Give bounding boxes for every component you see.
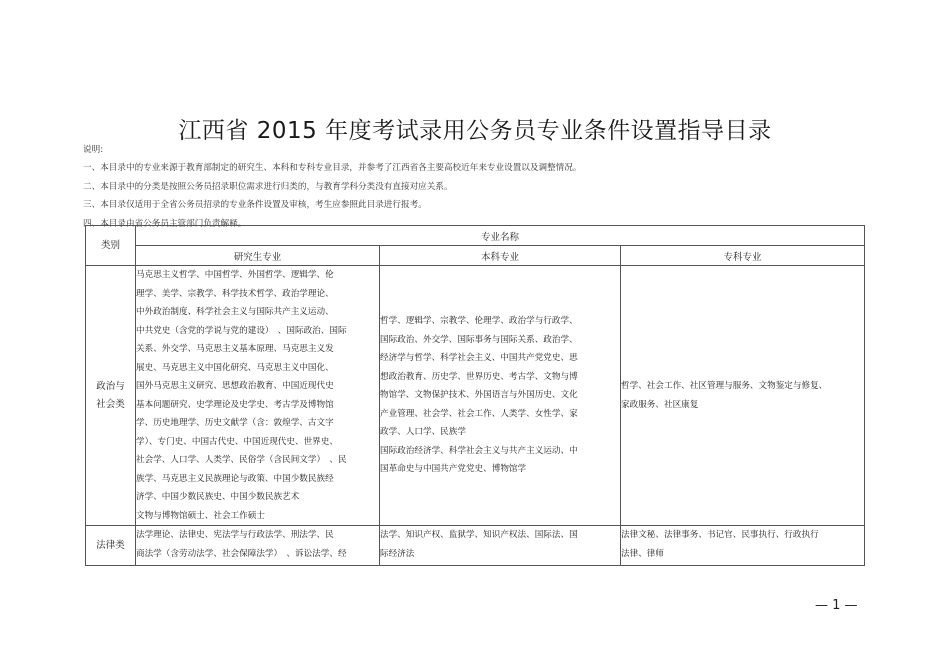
text-line: 国革命史与中国共产党党史、博物馆学 bbox=[380, 464, 527, 475]
text-line: 济学、中国少数民族史、中国少数民族艺术 bbox=[136, 492, 300, 502]
text-line: 国外马克思主义研究、思想政治教育、中国近现代史 bbox=[136, 381, 334, 391]
major-catalog-table bbox=[85, 225, 865, 566]
table-row bbox=[86, 266, 865, 526]
junior-majors-cell bbox=[621, 266, 865, 526]
text-line: 家政服务、社区康复 bbox=[621, 399, 699, 410]
text-line: 基本问题研究、史学理论及史学史、考古学及博物馆 bbox=[136, 399, 334, 410]
note-item: 一、本目录中的专业来源于教育部制定的研究生、本科和专科专业目录，并参考了江西省各主要高校近年来专业设置以及调整情况。 bbox=[83, 163, 582, 174]
text-line: 社会学、人口学、人类学、民俗学（含民间文学） 、民 bbox=[136, 455, 347, 465]
text-line: 哲学、逻辑学、宗教学、伦理学、政治学与行政学、 bbox=[380, 316, 578, 327]
note-item: 二、本目录中的分类是按照公务员招录职位需求进行归类的，与教育学科分类没有直接对应关系。 bbox=[83, 181, 453, 192]
text-line: 马克思主义哲学、中国哲学、外国哲学、逻辑学、伦 bbox=[136, 270, 334, 280]
text-line: 想政治教育、历史学、世界历史、考古学、文物与博 bbox=[380, 371, 578, 382]
category-line: 政治与 bbox=[96, 380, 125, 392]
notes-heading: 说明: bbox=[83, 145, 104, 155]
text-line: 学、历史地理学、历史文献学（含：敦煌学、古文字 bbox=[136, 418, 334, 428]
category-cell bbox=[86, 266, 136, 526]
text-line: 中外政治制度、科学社会主义与国际共产主义运动、 bbox=[136, 307, 334, 317]
text-line: 际经济法 bbox=[380, 548, 415, 559]
graduate-majors-cell bbox=[136, 266, 380, 526]
major-name-header: 专业名称 bbox=[136, 226, 865, 246]
junior-majors-cell bbox=[621, 526, 865, 566]
text-line: 物馆学、文物保护技术、外国语言与外国历史、文化 bbox=[380, 390, 578, 401]
text-line: 经济学与哲学、科学社会主义、中国共产党党史、思 bbox=[380, 353, 578, 364]
category-cell bbox=[86, 526, 136, 566]
category-line: 社会类 bbox=[96, 398, 125, 410]
text-line: 法学理论、法律史、宪法学与行政法学、刑法学、民 bbox=[136, 530, 334, 540]
junior-header: 专科专业 bbox=[621, 246, 865, 266]
graduate-majors-cell bbox=[136, 526, 380, 566]
text-line: 国际政治经济学、科学社会主义与共产主义运动、中 bbox=[380, 445, 578, 456]
notes bbox=[83, 141, 873, 233]
text-line: 中共党史（含党的学说与党的建设） 、国际政治、国际 bbox=[136, 325, 347, 336]
text-line: 产业管理、社会学、社会工作、人类学、女性学、家 bbox=[380, 408, 578, 419]
graduate-header: 研究生专业 bbox=[136, 246, 380, 266]
undergraduate-header: 本科专业 bbox=[380, 246, 621, 266]
page-number: — 1 — bbox=[815, 598, 858, 613]
text-line: 哲学、社会工作、社区管理与服务、文物鉴定与修复、 bbox=[621, 381, 828, 391]
note-item: 四、本目录由省公务员主管部门负责解释。 bbox=[83, 218, 247, 229]
text-line: 商法学（含劳动法学、社会保障法学） 、诉讼法学、经 bbox=[136, 548, 347, 559]
text-line: 文物与博物馆硕士、社会工作硕士 bbox=[136, 510, 265, 521]
document-title: 江西省 2015 年度考试录用公务员专业条件设置指导目录 bbox=[178, 118, 772, 144]
text-line: 政学、人口学、民族学 bbox=[380, 427, 466, 438]
table-header-row bbox=[86, 226, 865, 246]
text-line: 学）、专门史、中国古代史、中国近现代史、世界史、 bbox=[136, 436, 338, 447]
text-line: 族学、马克思主义民族理论与政策、中国少数民族经 bbox=[136, 473, 334, 484]
text-line: 国际政治、外交学、国际事务与国际关系、政治学、 bbox=[380, 334, 578, 345]
note-item: 三、本目录仅适用于全省公务员招录的专业条件设置及审核，考生应参照此目录进行报考。 bbox=[83, 200, 427, 211]
text-line: 理学、美学、宗教学、科学技术哲学、政治学理论、 bbox=[136, 288, 334, 299]
text-line: 展史、马克思主义中国化研究、马克思主义中国化、 bbox=[136, 362, 334, 373]
undergraduate-majors-cell bbox=[380, 266, 621, 526]
text-line: 法律文秘、法律事务、书记官、民事执行、行政执行 bbox=[621, 530, 819, 540]
undergraduate-majors-cell bbox=[380, 526, 621, 566]
table-row bbox=[86, 526, 865, 566]
text-line: 法律、律师 bbox=[621, 548, 664, 559]
category-line: 法律类 bbox=[96, 539, 125, 551]
text-line: 法学、知识产权、监狱学、知识产权法、国际法、国 bbox=[380, 530, 578, 540]
category-header: 类别 bbox=[86, 226, 136, 266]
text-line: 关系、外交学、马克思主义基本原理、马克思主义发 bbox=[136, 344, 334, 354]
table-subheader-row bbox=[86, 246, 865, 266]
